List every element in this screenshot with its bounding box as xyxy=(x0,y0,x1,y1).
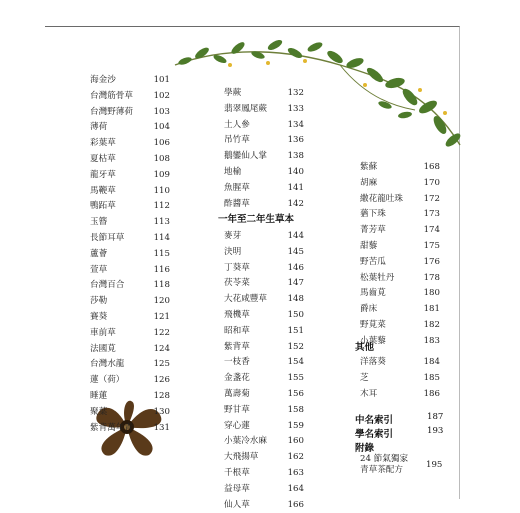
toc-column-1 xyxy=(90,73,170,436)
toc-entry-name: 萱草 xyxy=(90,264,108,275)
toc-entry[interactable] xyxy=(360,371,440,387)
toc-entry-name: 大花咸豐草 xyxy=(224,294,267,305)
toc-entry-page: 145 xyxy=(287,246,304,257)
toc-entry-name: 車前草 xyxy=(90,327,116,338)
toc-entry[interactable] xyxy=(90,389,170,405)
toc-entry-name: 木耳 xyxy=(360,388,378,399)
toc-entry-page: 183 xyxy=(423,335,440,346)
toc-entry-name: 賽葵 xyxy=(90,311,108,322)
toc-entry[interactable] xyxy=(360,239,440,255)
toc-entry[interactable] xyxy=(224,355,304,371)
toc-entry-name: 一枝香 xyxy=(224,357,250,368)
toc-entry-name: 蕕下珠 xyxy=(360,209,386,220)
toc-entry-name: 鴨跖草 xyxy=(90,201,116,212)
toc-entry-page: 158 xyxy=(287,404,304,415)
toc-entry-name: 胡麻 xyxy=(360,177,378,188)
toc-entry[interactable] xyxy=(90,278,170,294)
toc-entry-page: 140 xyxy=(287,166,304,177)
appendix-line-1: 24 節氣獨家 xyxy=(360,454,409,464)
toc-entry-page: 160 xyxy=(287,436,304,447)
toc-entry[interactable] xyxy=(360,302,440,318)
vine-illustration xyxy=(170,35,470,175)
toc-entry-name: 松葉牡丹 xyxy=(360,272,395,283)
toc-entry-name: 睡蓮 xyxy=(90,390,108,401)
toc-column-2-annual xyxy=(224,229,304,513)
toc-entry[interactable] xyxy=(224,102,304,118)
toc-entry-page: 102 xyxy=(153,90,170,101)
toc-entry-page: 142 xyxy=(287,198,304,209)
toc-column-3 xyxy=(360,160,440,350)
toc-entry-name: 益母草 xyxy=(224,483,250,494)
toc-entry[interactable] xyxy=(224,403,304,419)
toc-entry-name: 魚腥草 xyxy=(224,182,250,193)
toc-entry-name: 酢醬草 xyxy=(224,198,250,209)
toc-entry[interactable] xyxy=(90,421,170,437)
toc-entry-page: 113 xyxy=(153,217,170,228)
toc-entry-name: 夏枯草 xyxy=(90,153,116,164)
toc-entry-name: 爵床 xyxy=(360,304,378,315)
toc-entry-page: 141 xyxy=(287,182,304,193)
toc-entry-page: 103 xyxy=(153,106,170,117)
toc-entry-name: 繖花龍吐珠 xyxy=(360,193,403,204)
toc-entry-name: 昭和草 xyxy=(224,325,250,336)
scientific-name-index-page: 193 xyxy=(427,426,444,436)
toc-entry[interactable] xyxy=(90,199,170,215)
toc-entry-page: 175 xyxy=(423,240,440,251)
toc-entry-page: 173 xyxy=(423,209,440,220)
toc-entry[interactable] xyxy=(224,133,304,149)
toc-entry-name: 土人參 xyxy=(224,119,250,130)
scientific-name-index-label: 學名索引 xyxy=(355,429,394,440)
toc-entry-page: 104 xyxy=(153,122,170,133)
toc-entry[interactable] xyxy=(90,326,170,342)
chinese-name-index-page: 187 xyxy=(427,412,444,422)
toc-entry-page: 180 xyxy=(423,288,440,299)
toc-entry-name: 蘆薈 xyxy=(90,248,108,259)
toc-entry[interactable] xyxy=(90,168,170,184)
toc-entry-name: 小葉冷水麻 xyxy=(224,436,267,447)
toc-entry-page: 174 xyxy=(423,225,440,236)
toc-entry[interactable] xyxy=(224,482,304,498)
toc-entry-name: 麥芽 xyxy=(224,231,242,241)
toc-entry[interactable] xyxy=(90,89,170,105)
toc-entry[interactable] xyxy=(360,223,440,239)
toc-entry-page: 118 xyxy=(153,280,170,291)
toc-entry[interactable] xyxy=(224,387,304,403)
toc-entry-name: 馬齒莧 xyxy=(360,288,386,299)
toc-entry-page: 122 xyxy=(153,327,170,338)
toc-entry[interactable] xyxy=(90,342,170,358)
toc-entry[interactable] xyxy=(90,310,170,326)
toc-entry-name: 台灣筋骨草 xyxy=(90,90,133,101)
toc-entry[interactable] xyxy=(90,184,170,200)
toc-entry-page: 126 xyxy=(153,375,170,386)
toc-entry-page: 114 xyxy=(153,232,170,243)
toc-entry-page: 159 xyxy=(287,420,304,431)
toc-entry-page: 138 xyxy=(287,151,304,162)
toc-entry-page: 152 xyxy=(287,341,304,352)
toc-entry-page: 166 xyxy=(287,499,304,510)
toc-entry-page: 116 xyxy=(153,264,170,275)
section-heading-other: 其他 xyxy=(355,342,375,353)
toc-entry-page: 115 xyxy=(153,248,170,259)
toc-entry-name: 地榆 xyxy=(224,166,242,177)
toc-entry-page: 130 xyxy=(153,406,170,417)
toc-entry-name: 台灣百合 xyxy=(90,280,125,291)
toc-entry[interactable] xyxy=(224,229,304,245)
toc-entry-page: 163 xyxy=(287,467,304,478)
toc-entry[interactable] xyxy=(90,357,170,373)
toc-entry-page: 124 xyxy=(153,343,170,354)
toc-entry[interactable] xyxy=(224,324,304,340)
toc-entry-name: 野苦瓜 xyxy=(360,256,386,267)
toc-entry-name: 龍牙草 xyxy=(90,169,116,180)
toc-entry-page: 154 xyxy=(287,357,304,368)
toc-entry-name: 丁葵草 xyxy=(224,262,250,273)
toc-entry-name: 紫背萬年青 xyxy=(90,422,133,433)
toc-entry-page: 121 xyxy=(153,311,170,322)
toc-entry-name: 馬鞭草 xyxy=(90,185,116,196)
appendix-heading: 附錄 xyxy=(355,443,375,454)
toc-entry[interactable] xyxy=(360,318,440,334)
toc-entry-name: 萬壽菊 xyxy=(224,388,250,399)
section-heading-annual: 一年至二年生草本 xyxy=(218,214,295,225)
toc-entry[interactable] xyxy=(90,231,170,247)
toc-entry[interactable] xyxy=(360,160,440,176)
toc-entry-name: 野莧菜 xyxy=(360,319,386,330)
toc-column-3-other xyxy=(360,355,440,402)
toc-entry[interactable] xyxy=(224,292,304,308)
toc-column-2 xyxy=(224,86,304,212)
toc-entry[interactable] xyxy=(224,197,304,213)
toc-entry-name: 小葉藜 xyxy=(360,335,386,346)
toc-entry-page: 144 xyxy=(287,231,304,241)
toc-entry-name: 台灣野薄荷 xyxy=(90,106,133,117)
toc-entry[interactable] xyxy=(90,73,170,89)
toc-entry-name: 蓮（荷） xyxy=(90,375,125,386)
toc-entry-name: 吊竹草 xyxy=(224,135,250,146)
toc-entry[interactable] xyxy=(90,405,170,421)
appendix-entry[interactable] xyxy=(360,454,443,476)
toc-entry-name: 洋落葵 xyxy=(360,357,386,367)
toc-entry[interactable] xyxy=(224,118,304,134)
toc-entry-name: 海金沙 xyxy=(90,75,116,85)
toc-entry[interactable] xyxy=(224,261,304,277)
toc-entry[interactable] xyxy=(90,294,170,310)
toc-entry-name: 莎勒 xyxy=(90,296,108,307)
toc-entry-page: 155 xyxy=(287,373,304,384)
toc-entry[interactable] xyxy=(224,276,304,292)
toc-entry-name: 法國莧 xyxy=(90,343,116,354)
toc-entry-page: 176 xyxy=(423,256,440,267)
toc-entry-name: 野甘草 xyxy=(224,404,250,415)
toc-entry[interactable] xyxy=(360,355,440,371)
scientific-name-index-link[interactable] xyxy=(355,426,444,440)
toc-entry-name: 彩葉草 xyxy=(90,138,116,149)
toc-entry-page: 136 xyxy=(287,135,304,146)
toc-entry-name: 金盞花 xyxy=(224,373,250,384)
toc-entry-page: 156 xyxy=(287,388,304,399)
toc-entry[interactable] xyxy=(360,255,440,271)
toc-entry-page: 170 xyxy=(423,177,440,188)
toc-entry-page: 150 xyxy=(287,309,304,320)
toc-entry[interactable] xyxy=(224,86,304,102)
toc-entry-page: 148 xyxy=(287,294,304,305)
toc-entry-name: 菁芳草 xyxy=(360,225,386,236)
toc-entry-name: 翡翠鳳尾蕨 xyxy=(224,103,267,114)
toc-entry[interactable] xyxy=(224,466,304,482)
toc-entry[interactable] xyxy=(224,308,304,324)
toc-entry-page: 120 xyxy=(153,296,170,307)
toc-entry[interactable] xyxy=(224,434,304,450)
toc-entry-page: 147 xyxy=(287,278,304,289)
toc-entry-page: 185 xyxy=(423,372,440,383)
toc-entry-name: 台灣水龍 xyxy=(90,359,125,370)
toc-entry-name: 紫背草 xyxy=(224,341,250,352)
toc-entry-page: 168 xyxy=(423,162,440,172)
toc-entry-page: 101 xyxy=(153,75,170,85)
toc-entry-page: 146 xyxy=(287,262,304,273)
toc-entry[interactable] xyxy=(90,215,170,231)
toc-entry-name: 仙人草 xyxy=(224,499,250,510)
toc-entry[interactable] xyxy=(224,371,304,387)
toc-entry[interactable] xyxy=(224,149,304,165)
toc-entry[interactable] xyxy=(90,247,170,263)
toc-entry-page: 106 xyxy=(153,138,170,149)
toc-entry-page: 172 xyxy=(423,193,440,204)
toc-entry-page: 151 xyxy=(287,325,304,336)
toc-entry[interactable] xyxy=(224,450,304,466)
toc-entry-page: 109 xyxy=(153,169,170,180)
toc-entry[interactable] xyxy=(90,152,170,168)
toc-entry[interactable] xyxy=(224,340,304,356)
toc-entry[interactable] xyxy=(224,181,304,197)
toc-entry-name: 大飛揚草 xyxy=(224,452,259,463)
toc-entry[interactable] xyxy=(224,419,304,435)
toc-entry[interactable] xyxy=(90,120,170,136)
toc-entry-page: 181 xyxy=(423,304,440,315)
toc-entry-name: 學蕨 xyxy=(224,88,242,98)
toc-entry-name: 長節耳草 xyxy=(90,232,125,243)
toc-entry[interactable] xyxy=(360,207,440,223)
toc-entry-name: 甜藜 xyxy=(360,240,378,251)
toc-entry[interactable] xyxy=(224,165,304,181)
toc-entry-page: 186 xyxy=(423,388,440,399)
appendix-page: 195 xyxy=(426,460,443,470)
toc-entry-name: 薄荷 xyxy=(90,122,108,133)
toc-entry[interactable] xyxy=(360,286,440,302)
toc-entry-name: 茯苓菜 xyxy=(224,278,250,289)
toc-entry-page: 133 xyxy=(287,103,304,114)
toc-entry-page: 134 xyxy=(287,119,304,130)
toc-entry-name: 飛機草 xyxy=(224,309,250,320)
toc-entry[interactable] xyxy=(360,271,440,287)
toc-entry-page: 162 xyxy=(287,452,304,463)
chinese-name-index-label: 中名索引 xyxy=(355,415,394,426)
toc-entry[interactable] xyxy=(90,105,170,121)
toc-entry-page: 184 xyxy=(423,357,440,367)
toc-entry-page: 125 xyxy=(153,359,170,370)
toc-entry-name: 決明 xyxy=(224,246,242,257)
toc-entry[interactable] xyxy=(90,263,170,279)
toc-entry-page: 128 xyxy=(153,390,170,401)
appendix-line-2: 青草茶配方 xyxy=(360,465,403,475)
toc-entry[interactable] xyxy=(360,387,440,403)
toc-entry[interactable] xyxy=(360,176,440,192)
toc-entry-page: 132 xyxy=(287,88,304,98)
toc-entry[interactable] xyxy=(90,136,170,152)
toc-entry-name: 玉簪 xyxy=(90,217,108,228)
toc-entry-name: 聚葉 xyxy=(90,406,108,417)
toc-entry-page: 112 xyxy=(153,201,170,212)
toc-entry-name: 千根草 xyxy=(224,467,250,478)
toc-entry-page: 108 xyxy=(153,153,170,164)
toc-entry-name: 紫蘇 xyxy=(360,162,378,172)
toc-entry-page: 178 xyxy=(423,272,440,283)
toc-entry-page: 131 xyxy=(153,422,170,433)
toc-entry-name: 芝 xyxy=(360,372,369,383)
toc-entry-page: 110 xyxy=(153,185,170,196)
toc-entry-page: 164 xyxy=(287,483,304,494)
toc-entry[interactable] xyxy=(224,245,304,261)
toc-entry-page: 182 xyxy=(423,319,440,330)
toc-entry-name: 穿心蓮 xyxy=(224,420,250,431)
chinese-name-index-link[interactable] xyxy=(355,412,444,426)
toc-entry[interactable] xyxy=(90,373,170,389)
toc-entry[interactable] xyxy=(360,192,440,208)
toc-entry-name: 鵝鑾仙人掌 xyxy=(224,151,267,162)
